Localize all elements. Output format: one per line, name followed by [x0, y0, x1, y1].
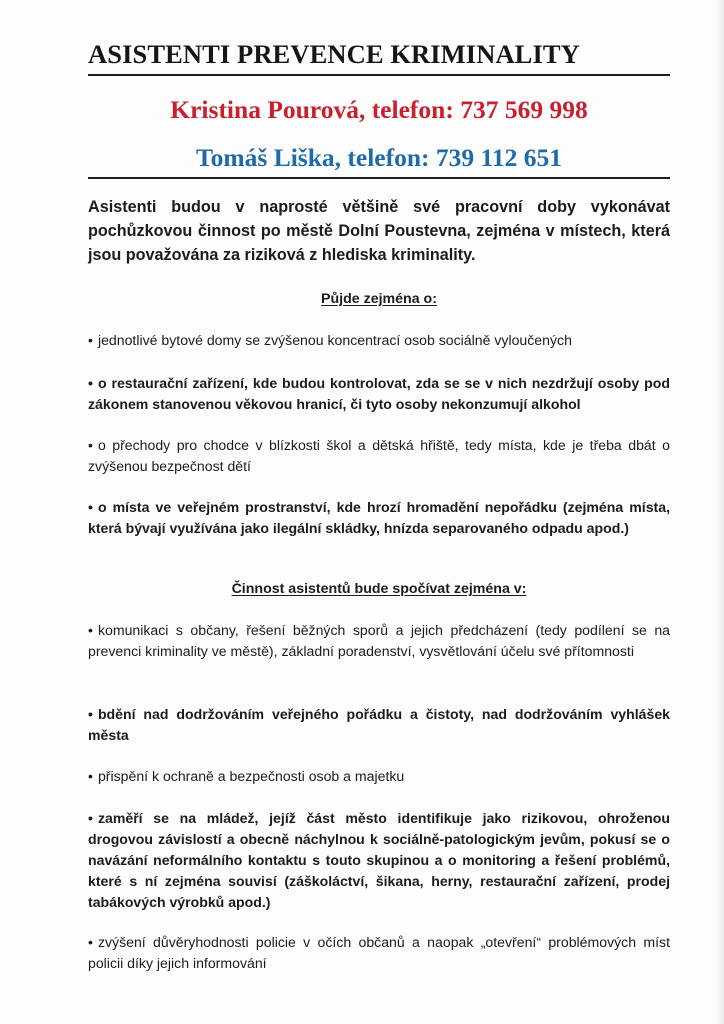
bullet-icon: • [88, 499, 93, 515]
scan-edge-shadow [716, 0, 724, 1024]
contact-kristina-pourova: Kristina Pourová, telefon: 737 569 998 [170, 95, 588, 124]
bullet-icon: • [88, 706, 93, 722]
list-item [88, 704, 670, 746]
list-item-text: zvýšení důvěryhodnosti policie v očích občanů a naopak „otevření“ problémových míst policii díky jejich informování [88, 934, 670, 971]
list-item [88, 766, 670, 787]
bullet-icon: • [88, 622, 93, 638]
contacts-divider [88, 177, 670, 179]
bullet-icon: • [88, 437, 93, 453]
list-item [88, 435, 670, 477]
intro-paragraph: Asistenti budou v naprosté většině své pracovní doby vykonávat pochůzkovou činnost po městě Dolní Poustevna, zejména v místech, která jsou považována za riziková z hlediska kriminality. [88, 198, 670, 264]
list-item-text: o přechody pro chodce v blízkosti škol a dětská hřiště, tedy místa, kde je třeba dbát o zvýšenou bezpečnost dětí [88, 437, 670, 474]
list-item [88, 808, 670, 913]
list-item-text: komunikaci s občany, řešení běžných sporů a jejich předcházení (tedy podílení se na prevenci kriminality ve městě), základní poradenství, vysvětlování účelu své přítomnosti [88, 622, 670, 659]
list-item [88, 620, 670, 662]
list-item-text: o restaurační zařízení, kde budou kontrolovat, zda se se v nich nezdržují osoby pod zákonem stanovenou věkovou hranicí, či tyto osoby nekonzumují alkohol [88, 375, 670, 412]
bullet-icon: • [88, 768, 93, 784]
bullet-icon: • [88, 934, 93, 950]
list-item-text: o místa ve veřejném prostranství, kde hrozí hromadění nepořádku (zejména místa, která bývají využívána jako ilegální skládky, hnízda separovaného odpadu apod.) [88, 499, 670, 536]
list-item-text: přispění k ochraně a bezpečnosti osob a majetku [97, 768, 405, 784]
bullet-icon: • [88, 375, 93, 391]
list-item [88, 932, 670, 974]
list-item [88, 373, 670, 415]
contact-tomas-liska: Tomáš Liška, telefon: 739 112 651 [195, 143, 562, 172]
list-item-text: zaměří se na mládež, jejíž část město identifikuje jako rizikovou, ohroženou drogovou závislostí a obecně náchylnou k sociálně-patologickým jevům, pokusí se o navázání neformálního kontaktu s touto skupinou a o monitoring a řešení problémů, které s ní zejména souvisí (záškoláctví, šikana, herny, restaurační zařízení, prodej tabákových výrobků apod.) [88, 810, 670, 910]
title-divider [88, 74, 670, 76]
list-item [88, 330, 670, 351]
list-item-text: bdění nad dodržováním veřejného pořádku a čistoty, nad dodržováním vyhlášek města [88, 706, 670, 743]
list-item [88, 497, 670, 539]
bullet-icon: • [88, 332, 93, 348]
section-heading-locations: Půjde zejména o: [321, 291, 437, 307]
bullet-icon: • [88, 810, 93, 826]
section-heading-activities: Činnost asistentů bude spočívat zejména v: [231, 581, 527, 597]
list-item-text: jednotlivé bytové domy se zvýšenou koncentrací osob sociálně vyloučených [97, 332, 572, 348]
document-title: ASISTENTI PREVENCE KRIMINALITY [88, 39, 580, 69]
